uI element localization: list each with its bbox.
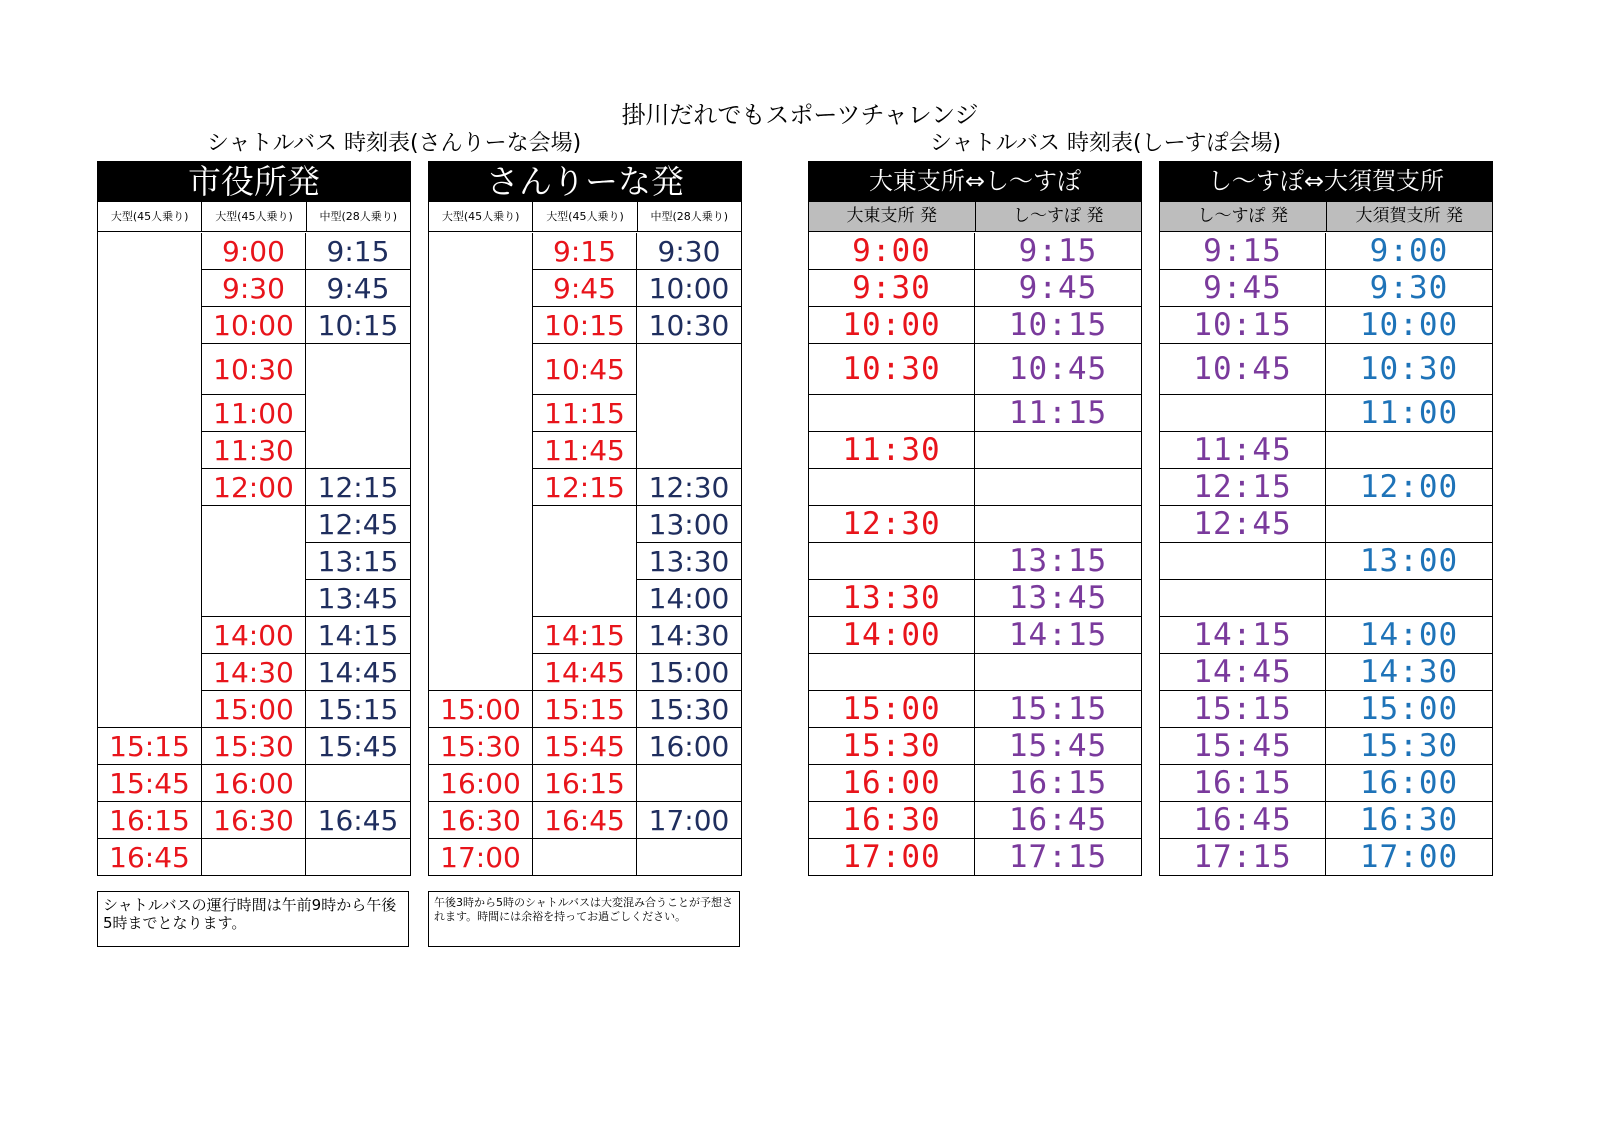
time-cell: 11:00 xyxy=(1326,395,1492,432)
note-operating-hours: シャトルバスの運行時間は午前9時から午後5時までとなります。 xyxy=(97,891,409,947)
time-cell: 13:00 xyxy=(637,506,741,543)
time-cell: 13:00 xyxy=(1326,543,1492,580)
time-cell: 11:45 xyxy=(533,432,637,469)
column-header: 大東支所 発 xyxy=(809,202,975,231)
time-cell: 11:45 xyxy=(1160,432,1326,469)
time-cell: 10:00 xyxy=(1326,307,1492,344)
time-cell: 16:30 xyxy=(202,802,306,839)
empty-cell xyxy=(809,543,975,580)
time-cell: 10:15 xyxy=(533,307,637,344)
time-cell: 15:15 xyxy=(306,691,410,728)
time-cell: 17:15 xyxy=(1160,839,1326,876)
table-header: し～すぽ⇔大須賀支所 xyxy=(1160,162,1492,201)
time-cell: 14:00 xyxy=(202,617,306,654)
empty-cell xyxy=(306,765,410,802)
column-header: し～すぽ 発 xyxy=(975,202,1142,231)
empty-cell xyxy=(306,344,410,469)
time-cell: 12:30 xyxy=(637,469,741,506)
time-cell: 16:30 xyxy=(809,802,975,839)
note-congestion: 午後3時から5時のシャトルバスは大変混み合うことが予想されます。時間には余裕を持ってお過ごしください。 xyxy=(428,891,740,947)
time-cell: 9:15 xyxy=(1160,233,1326,270)
time-cell: 10:30 xyxy=(202,344,306,395)
time-cell: 14:00 xyxy=(1326,617,1492,654)
time-cell: 15:00 xyxy=(809,691,975,728)
time-cell: 15:45 xyxy=(1160,728,1326,765)
empty-cell xyxy=(1160,580,1326,617)
empty-cell xyxy=(1160,395,1326,432)
time-cell: 14:30 xyxy=(202,654,306,691)
empty-cell xyxy=(637,839,741,876)
time-cell: 16:00 xyxy=(637,728,741,765)
time-cell: 10:15 xyxy=(1160,307,1326,344)
time-cell: 12:00 xyxy=(202,469,306,506)
time-cell: 16:45 xyxy=(306,802,410,839)
time-cell: 16:00 xyxy=(202,765,306,802)
empty-cell xyxy=(1326,506,1492,543)
empty-cell xyxy=(202,506,306,617)
timetable-city-hall xyxy=(97,161,411,876)
time-cell: 16:45 xyxy=(1160,802,1326,839)
time-cell: 9:45 xyxy=(975,270,1141,307)
column-header: 大型(45人乗り) xyxy=(532,202,636,231)
time-cell: 14:30 xyxy=(637,617,741,654)
time-cell: 11:15 xyxy=(975,395,1141,432)
time-cell: 16:15 xyxy=(1160,765,1326,802)
empty-cell xyxy=(533,839,637,876)
time-cell: 9:00 xyxy=(1326,233,1492,270)
time-cell: 15:45 xyxy=(975,728,1141,765)
time-cell: 11:15 xyxy=(533,395,637,432)
time-cell: 10:45 xyxy=(975,344,1141,395)
time-cell: 12:15 xyxy=(306,469,410,506)
time-cell: 9:15 xyxy=(306,233,410,270)
time-cell: 13:15 xyxy=(975,543,1141,580)
time-cell: 14:00 xyxy=(809,617,975,654)
time-cell: 13:45 xyxy=(975,580,1141,617)
empty-cell xyxy=(637,765,741,802)
empty-cell xyxy=(975,506,1141,543)
time-cell: 10:15 xyxy=(975,307,1141,344)
table-header: 市役所発 xyxy=(98,162,410,201)
time-cell: 12:30 xyxy=(809,506,975,543)
time-cell: 10:30 xyxy=(637,307,741,344)
time-cell: 11:30 xyxy=(809,432,975,469)
timetable-sanrina xyxy=(428,161,742,876)
time-cell: 15:30 xyxy=(637,691,741,728)
time-cell: 15:30 xyxy=(429,728,533,765)
time-cell: 9:15 xyxy=(975,233,1141,270)
column-header: 大型(45人乗り) xyxy=(110,210,189,223)
time-cell: 15:30 xyxy=(809,728,975,765)
time-cell: 17:00 xyxy=(1359,839,1459,875)
time-cell: 12:15 xyxy=(1160,469,1326,506)
time-cell: 14:15 xyxy=(975,617,1141,654)
time-grid xyxy=(1160,233,1492,876)
time-cell: 15:30 xyxy=(1326,728,1492,765)
time-cell: 16:45 xyxy=(533,802,637,839)
empty-cell xyxy=(975,432,1141,469)
time-cell: 16:00 xyxy=(1326,765,1492,802)
time-cell: 15:15 xyxy=(533,691,637,728)
time-cell: 15:15 xyxy=(975,691,1141,728)
time-cell: 9:15 xyxy=(533,233,637,270)
time-cell: 14:45 xyxy=(306,654,410,691)
time-cell: 10:15 xyxy=(306,307,410,344)
time-cell: 15:00 xyxy=(637,654,741,691)
column-header: 中型(28人乗り) xyxy=(637,202,741,231)
time-cell: 15:45 xyxy=(306,728,410,765)
empty-cell xyxy=(1326,580,1492,617)
empty-cell xyxy=(1326,432,1492,469)
time-cell: 15:00 xyxy=(202,691,306,728)
time-cell: 9:45 xyxy=(533,270,637,307)
time-cell: 10:45 xyxy=(1160,344,1326,395)
time-cell: 9:30 xyxy=(202,270,306,307)
time-cell: 14:00 xyxy=(637,580,741,617)
time-cell: 16:15 xyxy=(533,765,637,802)
time-cell: 10:45 xyxy=(533,344,637,395)
time-cell: 9:00 xyxy=(809,233,975,270)
time-cell: 12:00 xyxy=(1326,469,1492,506)
time-cell: 15:45 xyxy=(533,728,637,765)
empty-cell xyxy=(975,654,1141,691)
column-header: し～すぽ 発 xyxy=(1160,202,1326,231)
subtitle-sanrina: シャトルバス 時刻表(さんりーな会場) xyxy=(207,131,582,156)
time-cell: 9:30 xyxy=(809,270,975,307)
time-cell: 16:30 xyxy=(1326,802,1492,839)
time-cell: 15:15 xyxy=(1160,691,1326,728)
empty-cell xyxy=(975,469,1141,506)
time-cell: 12:45 xyxy=(1160,506,1326,543)
empty-cell xyxy=(202,839,306,876)
time-cell: 15:00 xyxy=(429,691,533,728)
time-cell: 13:30 xyxy=(809,580,975,617)
time-cell: 9:45 xyxy=(1160,270,1326,307)
time-cell: 12:15 xyxy=(533,469,637,506)
time-cell: 14:30 xyxy=(1326,654,1492,691)
time-cell: 17:00 xyxy=(637,802,741,839)
empty-cell xyxy=(98,233,202,728)
time-cell: 14:15 xyxy=(1160,617,1326,654)
time-cell: 15:30 xyxy=(202,728,306,765)
empty-cell xyxy=(809,395,975,432)
time-cell: 13:15 xyxy=(306,543,410,580)
time-cell: 10:00 xyxy=(809,307,975,344)
empty-cell xyxy=(533,506,637,617)
time-cell: 11:00 xyxy=(202,395,306,432)
time-cell: 15:00 xyxy=(1326,691,1492,728)
table-header: 大東支所⇔し～すぽ xyxy=(809,162,1141,201)
column-header: 大型(45人乗り) xyxy=(201,202,305,231)
time-cell: 10:30 xyxy=(809,344,975,395)
timetable-shisupo-osuka xyxy=(1159,161,1493,876)
time-cell: 16:45 xyxy=(975,802,1141,839)
table-header: さんりーな発 xyxy=(429,162,741,201)
time-cell: 13:30 xyxy=(637,543,741,580)
time-cell: 10:00 xyxy=(637,270,741,307)
time-cell: 16:30 xyxy=(429,802,533,839)
time-cell: 9:00 xyxy=(202,233,306,270)
time-cell: 9:45 xyxy=(306,270,410,307)
time-cell: 15:45 xyxy=(98,765,202,802)
time-cell: 16:00 xyxy=(429,765,533,802)
time-cell: 14:15 xyxy=(306,617,410,654)
time-cell: 16:15 xyxy=(98,802,202,839)
empty-cell xyxy=(1160,543,1326,580)
time-cell: 10:30 xyxy=(1326,344,1492,395)
time-cell: 9:30 xyxy=(1326,270,1492,307)
empty-cell xyxy=(637,344,741,469)
page-title: 掛川だれでもスポーツチャレンジ xyxy=(621,101,979,129)
subtitle-shisupo: シャトルバス 時刻表(しーすぽ会場) xyxy=(930,131,1282,156)
time-grid xyxy=(809,233,1141,876)
time-cell: 17:00 xyxy=(429,839,533,876)
time-grid xyxy=(98,233,410,876)
time-cell: 14:45 xyxy=(533,654,637,691)
time-cell: 14:45 xyxy=(1160,654,1326,691)
empty-cell xyxy=(809,654,975,691)
timetable-daito-shisupo xyxy=(808,161,1142,876)
time-cell: 10:00 xyxy=(202,307,306,344)
empty-cell xyxy=(809,469,975,506)
time-cell: 15:15 xyxy=(98,728,202,765)
column-header: 大須賀支所 発 xyxy=(1326,202,1493,231)
time-cell: 16:00 xyxy=(809,765,975,802)
time-cell: 17:15 xyxy=(1008,839,1108,875)
empty-cell xyxy=(306,839,410,876)
time-cell: 16:45 xyxy=(98,839,202,876)
time-cell: 9:30 xyxy=(637,233,741,270)
time-cell: 14:15 xyxy=(533,617,637,654)
column-header: 中型(28人乗り) xyxy=(306,202,410,231)
time-cell: 16:15 xyxy=(975,765,1141,802)
time-grid xyxy=(429,233,741,876)
time-cell: 13:45 xyxy=(306,580,410,617)
empty-cell xyxy=(429,233,533,691)
column-header: 大型(45人乗り) xyxy=(441,210,520,223)
time-cell: 12:45 xyxy=(306,506,410,543)
time-cell: 11:30 xyxy=(202,432,306,469)
time-cell: 17:00 xyxy=(809,839,975,876)
